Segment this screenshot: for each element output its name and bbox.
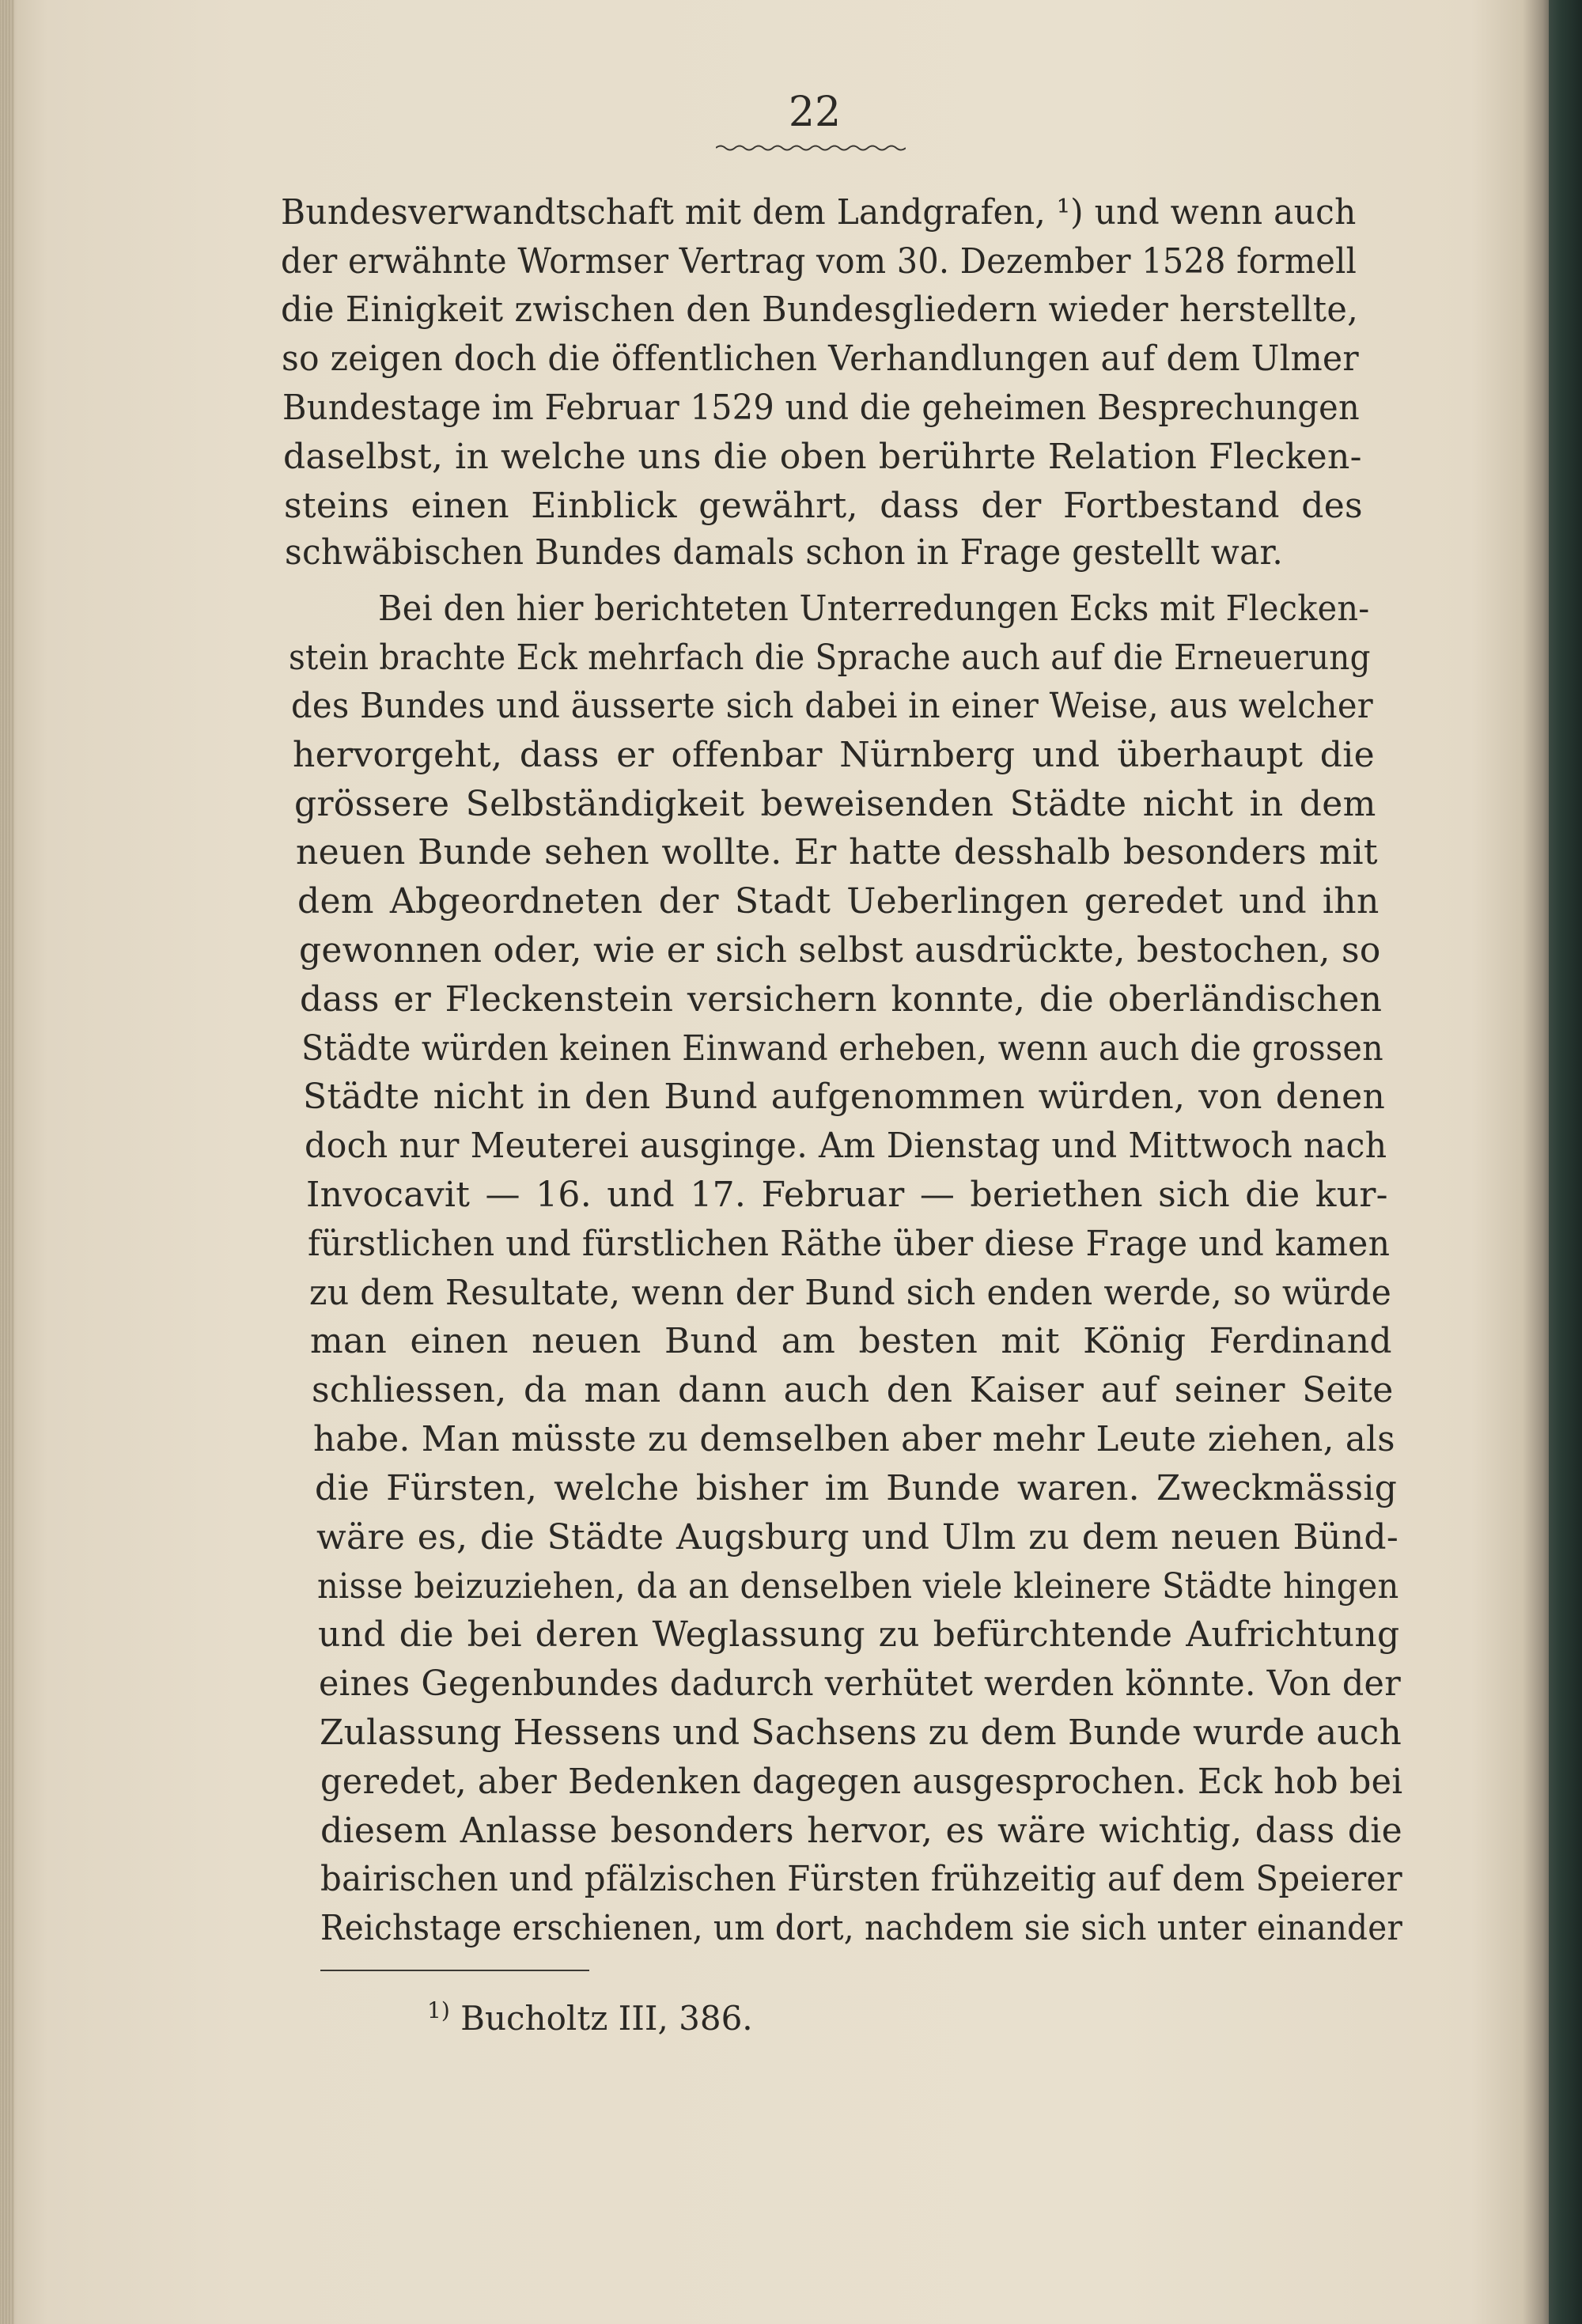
- footnote-marker: 1): [427, 1997, 450, 2023]
- text-line: Bundesverwandtschaft mit dem Landgrafen, ¹) und wenn auch: [281, 192, 1357, 233]
- text-line: nisse beizuziehen, da an denselben viele kleinere Städte hingen: [317, 1566, 1399, 1607]
- text-line: zu dem Resultate, wenn der Bund sich enden werde, so würde: [309, 1273, 1392, 1313]
- text-line: die Einigkeit zwischen den Bundesgliedern wieder herstellte,: [281, 290, 1359, 330]
- text-line: Städte würden keinen Einwand erheben, wenn auch die grossen: [301, 1028, 1383, 1069]
- footnote-divider: [320, 1970, 589, 1971]
- text-line: gewonnen oder, wie er sich selbst ausdrückte, bestochen, so: [299, 930, 1381, 971]
- text-line: der erwähnte Wormser Vertrag vom 30. Dezember 1528 formell: [281, 241, 1357, 282]
- text-line: Invocavit — 16. und 17. Februar — beriethen sich die kur-: [306, 1175, 1388, 1215]
- text-line: habe. Man müsste zu demselben aber mehr Leute ziehen, als: [313, 1419, 1395, 1459]
- text-line: neuen Bunde sehen wollte. Er hatte desshalb besonders mit: [296, 832, 1378, 872]
- text-line: diesem Anlasse besonders hervor, es wäre wichtig, dass die: [320, 1811, 1402, 1851]
- text-line: man einen neuen Bund am besten mit König Ferdinand: [310, 1321, 1392, 1361]
- text-line: Bei den hier berichteten Unterredungen Ecks mit Flecken-: [378, 589, 1370, 629]
- text-line: schliessen, da man dann auch den Kaiser auf seiner Seite: [312, 1370, 1394, 1410]
- text-line: und die bei deren Weglassung zu befürchtende Aufrichtung: [318, 1614, 1400, 1655]
- text-line: die Fürsten, welche bisher im Bunde waren. Zweckmässig: [315, 1468, 1398, 1508]
- text-line: daselbst, in welche uns die oben berührte Relation Flecken-: [283, 437, 1362, 477]
- book-binding: [1549, 0, 1582, 2324]
- page-stack-edge: [0, 0, 14, 2324]
- text-line: Reichstage erschienen, um dort, nachdem sie sich unter einander: [320, 1908, 1403, 1948]
- text-line: des Bundes und äusserte sich dabei in einer Weise, aus welcher: [291, 686, 1373, 726]
- text-line: dem Abgeordneten der Stadt Ueberlingen geredet und ihn: [297, 881, 1380, 922]
- text-line: geredet, aber Bedenken dagegen ausgesprochen. Eck hob bei: [320, 1762, 1403, 1802]
- footnote: [427, 1997, 753, 2038]
- text-line: so zeigen doch die öffentlichen Verhandlungen auf dem Ulmer: [282, 339, 1359, 379]
- text-line: hervorgeht, dass er offenbar Nürnberg und überhaupt die: [293, 735, 1375, 775]
- text-line: doch nur Meuterei ausginge. Am Dienstag und Mittwoch nach: [305, 1126, 1387, 1166]
- text-line: steins einen Einblick gewährt, dass der Fortbestand des: [284, 486, 1363, 526]
- text-line: schwäbischen Bundes damals schon in Frage gestellt war.: [285, 532, 1284, 573]
- text-line: eines Gegenbundes dadurch verhütet werden könnte. Von der: [319, 1664, 1401, 1704]
- text-line: stein brachte Eck mehrfach die Sprache auch auf die Erneuerung: [289, 638, 1371, 678]
- text-line: Zulassung Hessens und Sachsens zu dem Bunde wurde auch: [320, 1713, 1402, 1753]
- page-number: 22: [788, 89, 842, 136]
- text-line: Städte nicht in den Bund aufgenommen würden, von denen: [303, 1077, 1386, 1117]
- text-line: bairischen und pfälzischen Fürsten frühzeitig auf dem Speierer: [320, 1859, 1402, 1899]
- text-line: Bundestage im Februar 1529 und die geheimen Besprechungen: [282, 388, 1360, 428]
- text-line: dass er Fleckenstein versichern konnte, die oberländischen: [300, 979, 1383, 1020]
- text-line: grössere Selbständigkeit beweisenden Städte nicht in dem: [294, 784, 1376, 824]
- text-line: wäre es, die Städte Augsburg und Ulm zu dem neuen Bünd-: [316, 1517, 1399, 1558]
- footnote-text: Bucholtz III, 386.: [460, 1999, 753, 2038]
- text-line: fürstlichen und fürstlichen Räthe über diese Frage und kamen: [308, 1224, 1391, 1264]
- page-number-ornament: [716, 142, 906, 153]
